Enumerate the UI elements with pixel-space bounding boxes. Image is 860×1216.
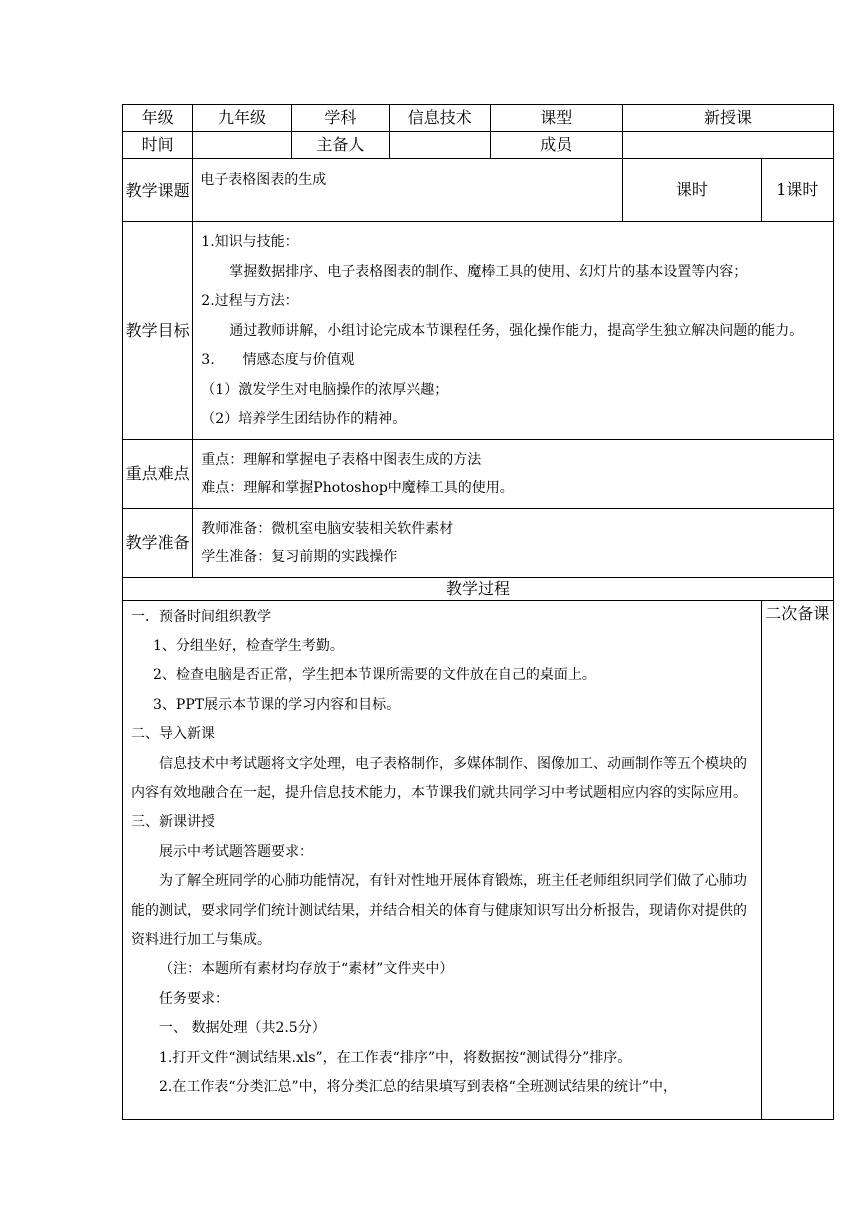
process-line: 2、检查电脑是否正常，学生把本节课所需要的文件放在自己的桌面上。 [153,667,596,684]
time-value [193,132,291,159]
process-line: 二、导入新课 [131,726,215,743]
process-line: 为了解全班同学的心肺功能情况，有针对性地开展体育锻炼，班主任老师组织同学们做了心肺功能的测试，要求同学们统计测试结果，并结合相关的体育与健康知识写出分析报告，现请你对提供的资料进行加工与集成。 [131,873,747,948]
topic-row [123,159,834,222]
difficulty-text: 难点：理解和掌握Photoshop中魔棒工具的使用。 [201,479,514,496]
grade-value: 九年级 [193,105,291,132]
key-points-row [123,439,834,508]
objective-line: 1.知识与技能： [201,234,299,250]
header-row-2 [123,132,834,159]
process-line: 2.在工作表“分类汇总”中，将分类汇总的结果填写到表格“全班测试结果的统计”中， [159,1079,677,1095]
objective-line: 2.过程与方法： [201,293,299,309]
key-points-label: 重点难点 [123,439,193,508]
subject-label: 学科 [291,105,389,132]
lesson-plan-table [122,104,834,1120]
members-value [623,132,834,159]
key-points-content [193,439,834,508]
objective-line: （1）激发学生对电脑操作的浓厚兴趣； [201,381,449,398]
teacher-preparation: 教师准备：微机室电脑安装相关软件素材 [201,520,454,537]
focus-text: 重点：理解和掌握电子表格中图表生成的方法 [201,451,482,468]
process-line: 三、新课讲授 [131,814,215,831]
objectives-label: 教学目标 [123,222,193,440]
topic-value: 电子表格图表的生成 [193,159,623,222]
lead-preparer-label: 主备人 [291,132,389,159]
process-line: （注：本题所有素材均存放于“素材”文件夹中） [159,961,454,978]
process-line: 1、分组坐好，检查学生考勤。 [153,637,344,654]
grade-label: 年级 [123,105,193,132]
process-line: 一、 数据处理（共2.5分） [159,1020,326,1037]
process-title: 教学过程 [123,577,834,600]
process-line: 信息技术中考试题将文字处理，电子表格制作，多媒体制作、图像加工、动画制作等五个模块的内容有效地融合在一起，提升信息技术能力，本节课我们就共同学习中考试题相应内容的实际应用。 [131,755,747,801]
process-content [123,600,762,1119]
class-hours-label: 课时 [623,159,762,222]
lead-preparer-value [390,132,490,159]
objective-line: 通过教师讲解，小组讨论完成本节课程任务，强化操作能力，提高学生独立解决问题的能力。 [229,322,804,339]
objectives-row [123,222,834,440]
preparation-row [123,508,834,577]
lesson-type-label: 课型 [490,105,623,132]
process-line: 一．预备时间组织教学 [131,608,271,625]
process-row [123,600,834,1119]
preparation-content [193,508,834,577]
process-title-row [123,577,834,600]
lesson-type-value: 新授课 [623,105,834,132]
preparation-label: 教学准备 [123,508,193,577]
time-label: 时间 [123,132,193,159]
objective-line: 掌握数据排序、电子表格图表的制作、魔棒工具的使用、幻灯片的基本设置等内容； [229,263,748,280]
members-label: 成员 [490,132,623,159]
process-line: 任务要求： [159,990,229,1007]
class-hours-value: 1课时 [761,159,833,222]
student-preparation: 学生准备：复习前期的实践操作 [201,548,398,565]
header-row-1 [123,105,834,132]
topic-label: 教学课题 [123,159,193,222]
objective-line: （2）培养学生团结协作的精神。 [201,411,407,427]
process-line: 3、PPT展示本节课的学习内容和目标。 [153,696,401,713]
objectives-content [193,222,834,440]
subject-value: 信息技术 [390,105,490,132]
secondary-prep-label: 二次备课 [761,600,833,1119]
process-line: 1.打开文件“测试结果.xls”，在工作表“排序”中，将数据按“测试得分”排序。 [159,1049,632,1066]
process-line: 展示中考试题答题要求： [159,843,313,860]
objective-line: 3. 情感态度与价值观 [201,352,355,368]
